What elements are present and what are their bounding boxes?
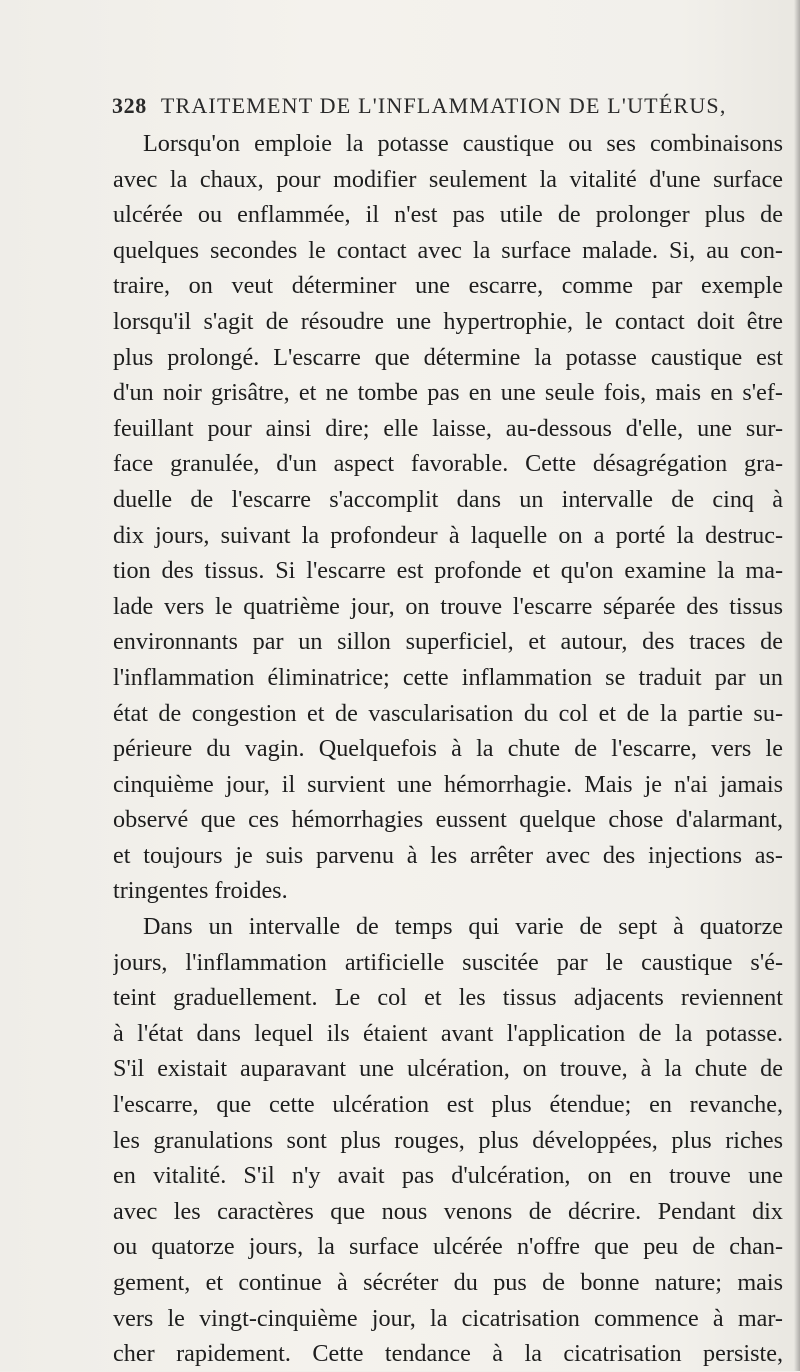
text-line: avec les caractères que nous venons de décrire. Pendant dix: [113, 1197, 783, 1225]
page-edge-shadow: [794, 0, 800, 1371]
text-line: duelle de l'escarre s'accomplit dans un intervalle de cinq à: [113, 485, 783, 513]
text-line: Lorsqu'on emploie la potasse caustique ou ses combinaisons: [143, 130, 783, 157]
text-line: d'un noir grisâtre, et ne tombe pas en une seule fois, mais en s'ef-: [113, 379, 783, 407]
text-line: tion des tissus. Si l'escarre est profonde et qu'on examine la ma-: [113, 557, 783, 585]
text-line: observé que ces hémorrhagies eussent quelque chose d'alarmant,: [113, 806, 783, 834]
text-line: vers le vingt-cinquième jour, la cicatrisation commence à mar-: [113, 1304, 783, 1332]
text-line: l'inflammation éliminatrice; cette inflammation se traduit par un: [113, 663, 783, 691]
text-line: cinquième jour, il survient une hémorrhagie. Mais je n'ai jamais: [113, 770, 783, 798]
text-line: Dans un intervalle de temps qui varie de sept à quatorze: [143, 913, 783, 941]
text-line: S'il existait auparavant une ulcération, on trouve, à la chute de: [113, 1055, 783, 1083]
text-line: dix jours, suivant la profondeur à laquelle on a porté la destruc-: [113, 521, 783, 549]
text-line-last: tringentes froides.: [113, 877, 288, 905]
text-line: avec la chaux, pour modifier seulement la vitalité d'une surface: [113, 165, 783, 193]
text-line: quelques secondes le contact avec la surface malade. Si, au con-: [113, 236, 783, 264]
text-line: cher rapidement. Cette tendance à la cicatrisation persiste,: [113, 1340, 783, 1368]
text-line: face granulée, d'un aspect favorable. Cette désagrégation gra-: [113, 450, 783, 478]
page-number: 328: [112, 93, 147, 118]
text-line: traire, on veut déterminer une escarre, comme par exemple: [113, 272, 783, 300]
text-line: feuillant pour ainsi dire; elle laisse, au-dessous d'elle, une sur-: [113, 414, 783, 442]
running-title: TRAITEMENT DE L'INFLAMMATION DE L'UTÉRUS,: [160, 93, 727, 118]
text-line: environnants par un sillon superficiel, et autour, des traces de: [113, 628, 783, 656]
text-line: l'escarre, que cette ulcération est plus étendue; en revanche,: [113, 1091, 783, 1119]
text-line: en vitalité. S'il n'y avait pas d'ulcération, on en trouve une: [113, 1162, 783, 1190]
text-line: teint graduellement. Le col et les tissus adjacents reviennent: [113, 984, 783, 1012]
text-line: ou quatorze jours, la surface ulcérée n'offre que peu de chan-: [113, 1233, 783, 1261]
body-text: [113, 126, 783, 1372]
running-header: [112, 93, 782, 119]
text-line: jours, l'inflammation artificielle suscitée par le caustique s'é-: [113, 948, 783, 976]
text-line: état de congestion et de vascularisation du col et de la partie su-: [113, 699, 783, 727]
text-line: périeure du vagin. Quelquefois à la chute de l'escarre, vers le: [113, 735, 783, 763]
text-line: lade vers le quatrième jour, on trouve l'escarre séparée des tissus: [113, 592, 783, 620]
text-line: gement, et continue à sécréter du pus de bonne nature; mais: [113, 1269, 783, 1296]
text-line: ulcérée ou enflammée, il n'est pas utile de prolonger plus de: [113, 201, 783, 229]
text-line: et toujours je suis parvenu à les arrêter avec des injections as-: [113, 841, 783, 869]
text-line: lorsqu'il s'agit de résoudre une hypertrophie, le contact doit être: [113, 307, 783, 335]
text-line: à l'état dans lequel ils étaient avant l'application de la potasse.: [113, 1019, 783, 1047]
text-line: les granulations sont plus rouges, plus développées, plus riches: [113, 1126, 783, 1154]
text-line: plus prolongé. L'escarre que détermine la potasse caustique est: [113, 343, 783, 371]
